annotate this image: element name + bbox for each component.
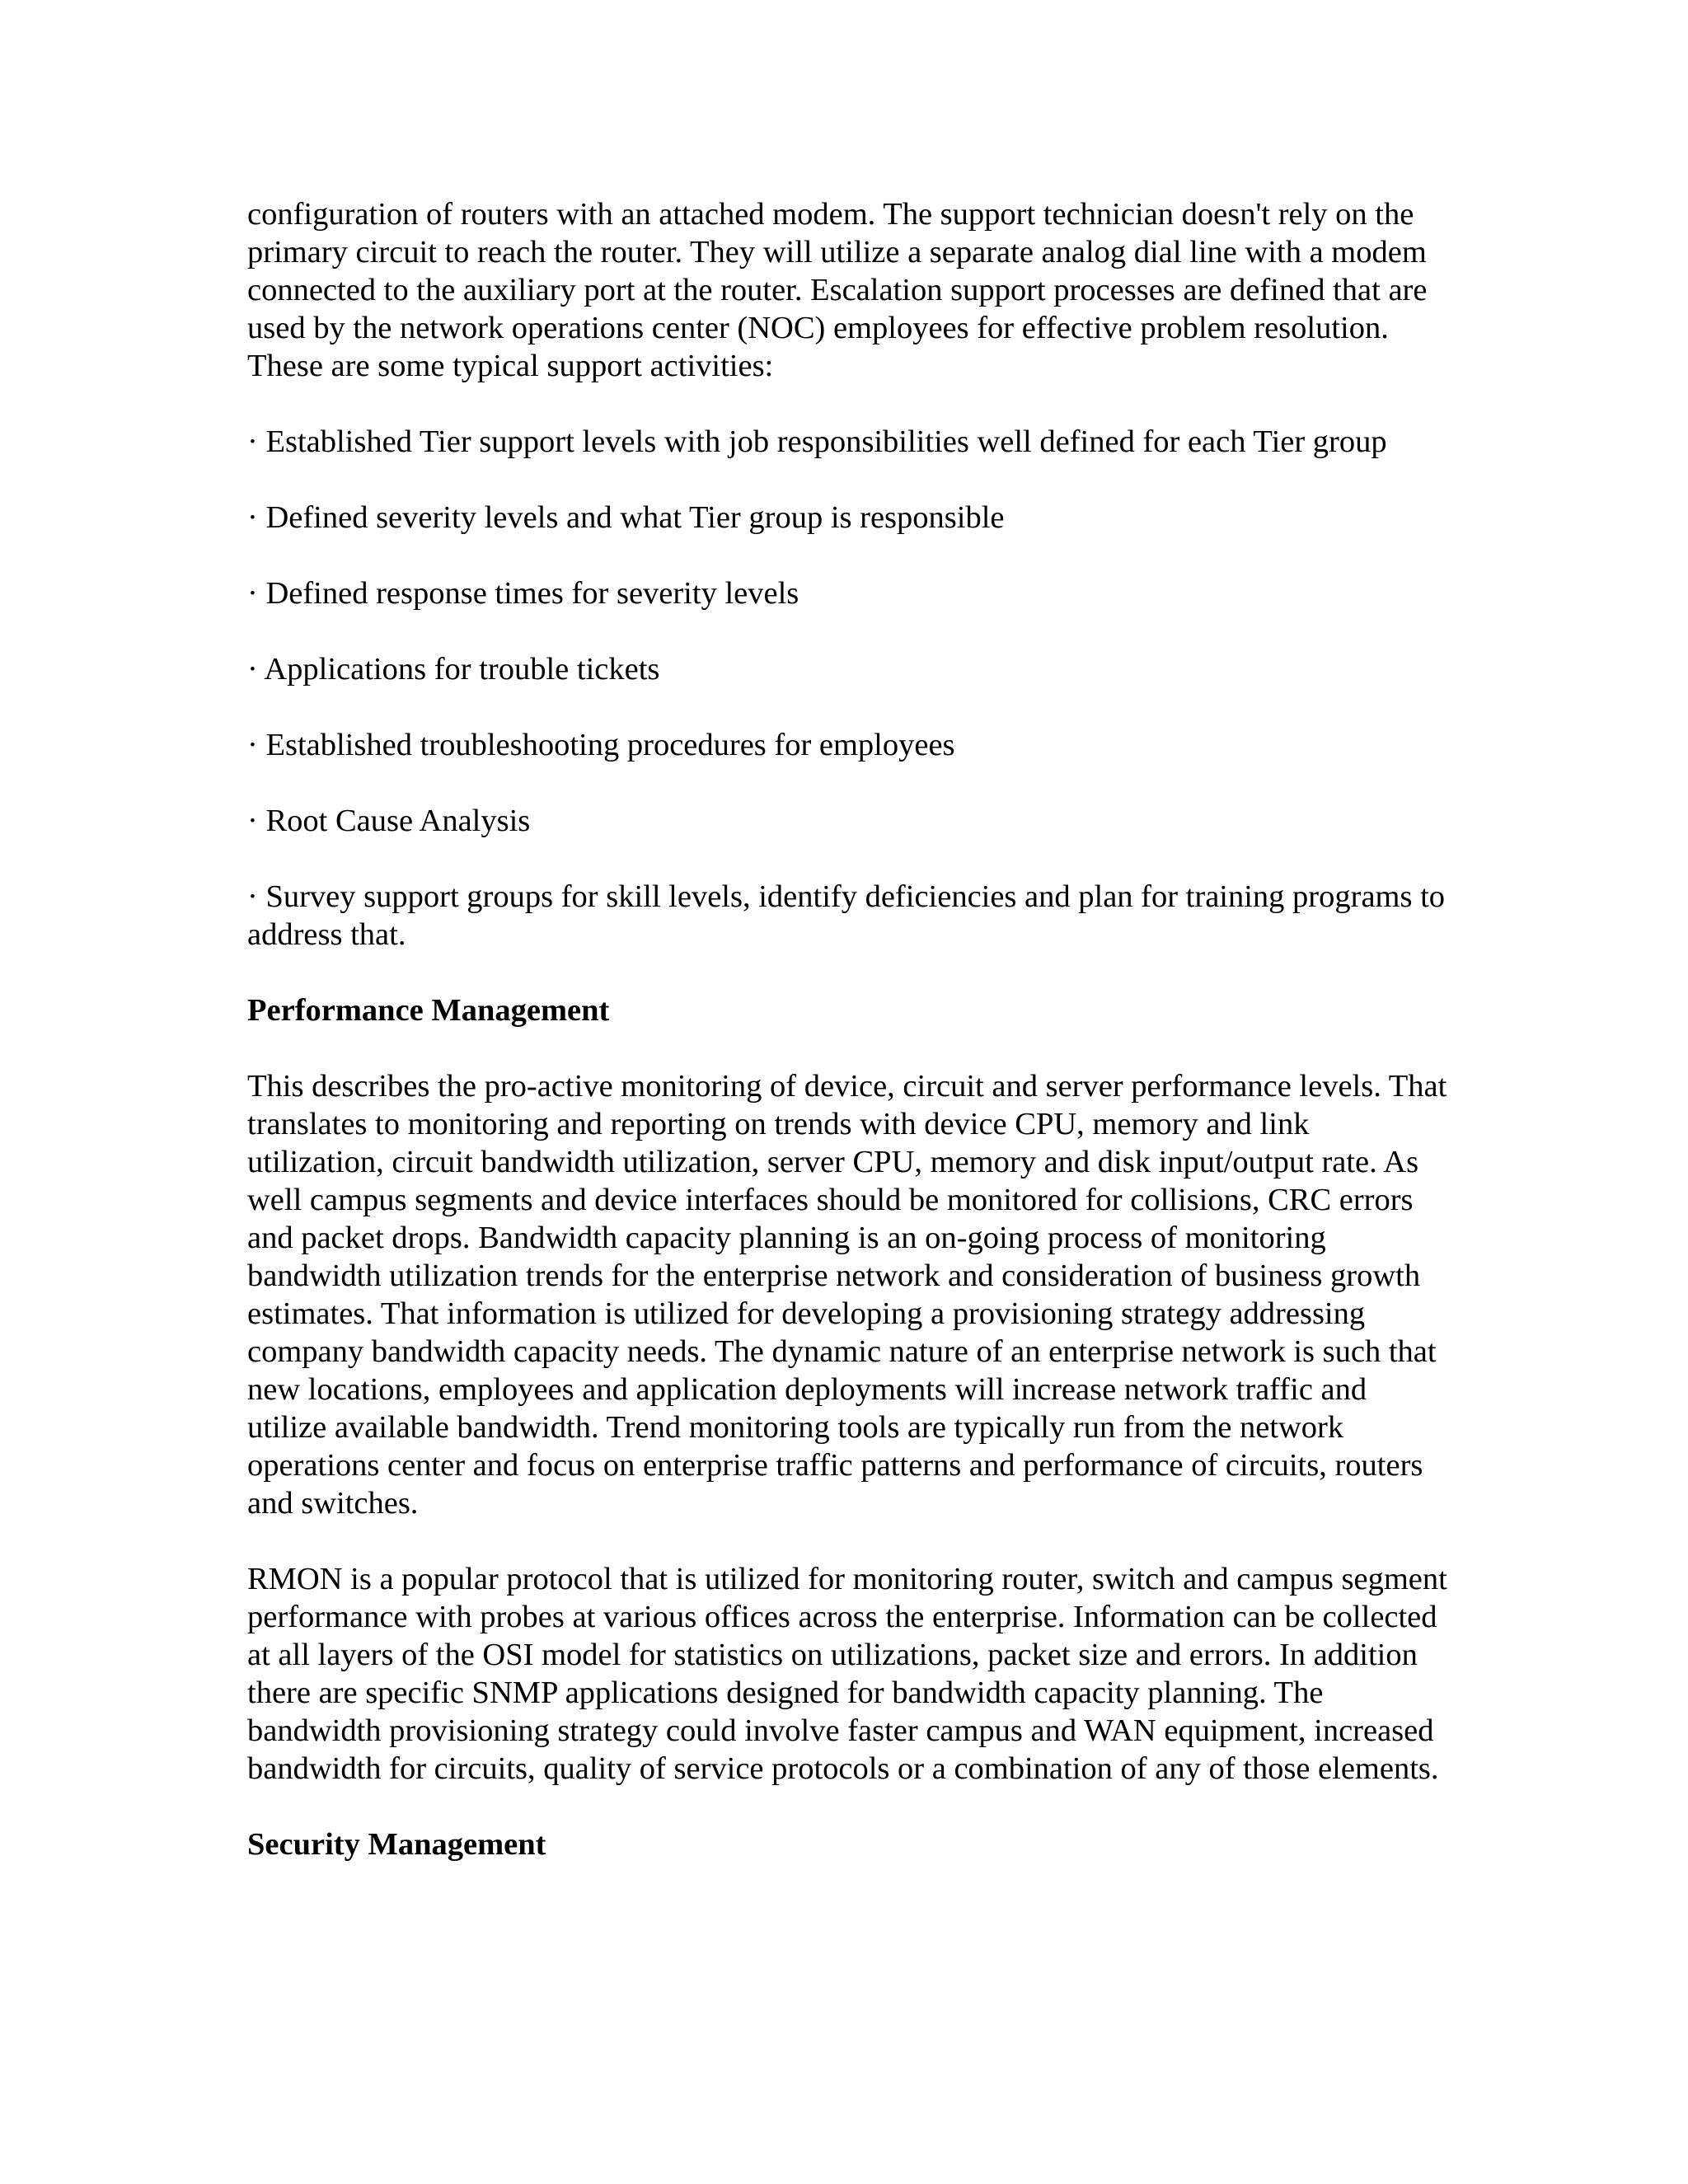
list-item: · Survey support groups for skill levels, identify deficiencies and plan for training programs to address that. [247, 879, 1446, 952]
document-body [247, 195, 1451, 1901]
list-item: · Established troubleshooting procedures for employees [247, 728, 955, 762]
support-activities-list [247, 423, 1451, 954]
intro-paragraph: configuration of routers with an attached modem. The support technician doesn't rely on the primary circuit to reach the router. They will utilize a separate analog dial line with a modem connected to the auxiliary port at the router. Escalation support processes are defined that are used by the network operations center (NOC) employees for effective problem resolution. These are some typical support activities: [247, 197, 1428, 383]
performance-paragraph-2: RMON is a popular protocol that is utilized for monitoring router, switch and campus segment performance with probes at various offices across the enterprise. Information can be collected at all layers of the OSI model for statistics on utilizations, packet size and errors. In addition there are specific SNMP applications designed for bandwidth capacity planning. The bandwidth provisioning strategy could involve faster campus and WAN equipment, increased bandwidth for circuits, quality of service protocols or a combination of any of those elements. [247, 1562, 1447, 1786]
list-item: · Defined response times for severity levels [247, 576, 799, 611]
list-item: · Established Tier support levels with job responsibilities well defined for each Tier group [247, 424, 1387, 459]
list-item: · Root Cause Analysis [247, 804, 531, 838]
list-item: · Applications for trouble tickets [247, 652, 660, 687]
performance-management-heading: Performance Management [247, 993, 610, 1028]
list-item: · Defined severity levels and what Tier group is responsible [247, 500, 1005, 535]
security-management-heading: Security Management [247, 1827, 546, 1862]
performance-paragraph-1: This describes the pro-active monitoring of device, circuit and server performance levels. That translates to monitoring and reporting on trends with device CPU, memory and link utilization, circuit bandwidth utilization, server CPU, memory and disk input/output rate. As well campus segments and device interfaces should be monitored for collisions, CRC errors and packet drops. Bandwidth capacity planning is an on-going process of monitoring bandwidth utilization trends for the enterprise network and consideration of business growth estimates. That information is utilized for developing a provisioning strategy addressing company bandwidth capacity needs. The dynamic nature of an enterprise network is such that new locations, employees and application deployments will increase network traffic and utilize available bandwidth. Trend monitoring tools are typically run from the network operations center and focus on enterprise traffic patterns and performance of circuits, routers and switches. [247, 1069, 1447, 1521]
